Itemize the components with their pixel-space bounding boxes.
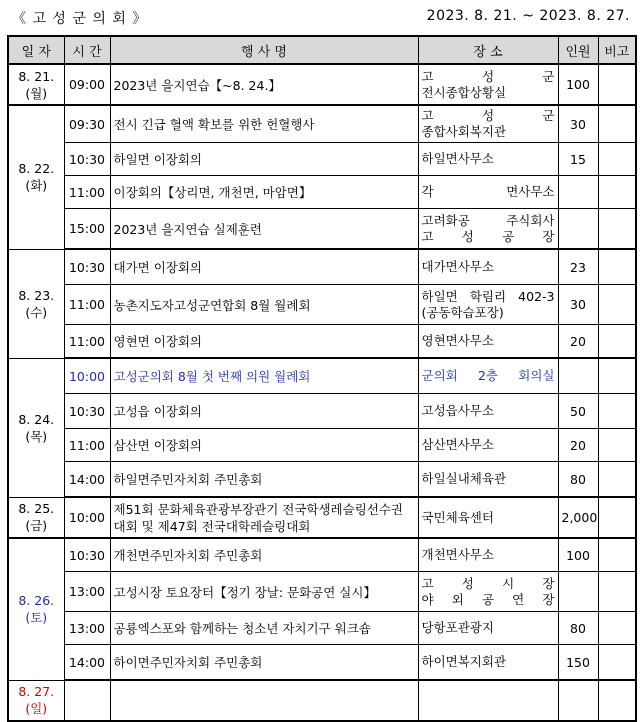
note-cell	[598, 285, 636, 325]
note-cell	[598, 645, 636, 681]
place-cell	[418, 105, 558, 143]
day-cell	[8, 680, 64, 721]
place-line: 삼산면사무소	[421, 437, 494, 452]
day-weekday: (월)	[25, 85, 48, 101]
day-cell	[8, 538, 64, 680]
count-cell: 100	[558, 64, 598, 105]
day-weekday: (목)	[25, 428, 48, 444]
place-cell	[418, 249, 558, 285]
note-cell	[598, 249, 636, 285]
time-cell: 09:00	[64, 64, 110, 105]
note-cell	[598, 572, 636, 612]
event-cell: 하이면주민자치회 주민총회	[110, 645, 418, 681]
time-cell: 11:00	[64, 325, 110, 359]
count-cell: 50	[558, 394, 598, 429]
place-line: 하일실내체육관	[421, 471, 507, 486]
note-cell	[598, 429, 636, 462]
event-cell: 농촌지도자고성군연합회 8월 월례회	[110, 285, 418, 325]
place-cell	[418, 64, 558, 105]
day-cell	[8, 249, 64, 358]
event-cell: 개천면주민자치회 주민총회	[110, 538, 418, 572]
time-cell: 10:00	[64, 497, 110, 538]
place-line: 영현면사무소	[421, 333, 494, 348]
place-cell	[418, 429, 558, 462]
note-cell	[598, 358, 636, 394]
event-cell: 이장회의【상리면, 개천면, 마암면】	[110, 176, 418, 209]
count-cell: 30	[558, 105, 598, 143]
note-cell	[598, 325, 636, 359]
day-date: 8. 24.	[18, 411, 55, 427]
place-line: 고성읍사무소	[421, 403, 494, 418]
count-cell: 80	[558, 462, 598, 498]
note-cell	[598, 105, 636, 143]
place-line: 하이면복지회관	[421, 654, 507, 669]
place-cell	[418, 285, 558, 325]
table-row	[8, 249, 636, 285]
day-weekday: (토)	[25, 610, 48, 626]
count-cell	[558, 176, 598, 209]
table-row	[8, 645, 636, 681]
time-cell: 11:00	[64, 429, 110, 462]
schedule-body	[8, 64, 636, 721]
col-header-count: 인원	[558, 36, 598, 64]
note-cell	[598, 176, 636, 209]
note-cell	[598, 680, 636, 721]
day-date: 8. 26.	[18, 593, 55, 609]
day-cell	[8, 64, 64, 105]
note-cell	[598, 64, 636, 105]
table-row	[8, 572, 636, 612]
weekly-schedule-table	[7, 35, 637, 722]
place-line: 전시종합상황실	[421, 84, 507, 100]
event-cell: 고성읍 이장회의	[110, 394, 418, 429]
table-row	[8, 394, 636, 429]
day-weekday: (금)	[25, 518, 48, 534]
event-cell	[110, 680, 418, 721]
week-date-range: 2023. 8. 21. ~ 2023. 8. 27.	[426, 8, 630, 24]
place-line: 야 외 공 연 장	[421, 591, 555, 607]
count-cell: 100	[558, 538, 598, 572]
count-cell: 150	[558, 645, 598, 681]
day-date: 8. 21.	[18, 68, 55, 84]
count-cell: 30	[558, 285, 598, 325]
event-cell: 고성군의회 8월 첫 번째 의원 월례회	[110, 358, 418, 394]
count-cell: 2,000	[558, 497, 598, 538]
table-row	[8, 143, 636, 176]
time-cell: 11:00	[64, 285, 110, 325]
table-header-row	[8, 36, 636, 64]
table-row	[8, 429, 636, 462]
place-cell	[418, 209, 558, 250]
place-line: 고 성 군	[421, 108, 555, 123]
table-row	[8, 176, 636, 209]
note-cell	[598, 497, 636, 538]
day-cell	[8, 497, 64, 538]
place-cell	[418, 462, 558, 498]
table-row	[8, 462, 636, 498]
event-cell: 제51회 문화체육관광부장관기 전국학생레슬링선수권대회 및 제47회 전국대학레슬링대회	[110, 497, 418, 538]
place-line: 하일면사무소	[421, 151, 494, 166]
note-cell	[598, 394, 636, 429]
place-line: 고 성 공 장	[421, 228, 555, 244]
day-weekday: (수)	[25, 304, 48, 320]
count-cell: 20	[558, 325, 598, 359]
place-line: 종합사회복지관	[421, 124, 507, 139]
col-header-note: 비고	[598, 36, 636, 64]
note-cell	[598, 209, 636, 250]
event-cell: 2023년 을지연습【~8. 24.】	[110, 64, 418, 105]
day-date: 8. 23.	[18, 287, 55, 303]
time-cell: 09:30	[64, 105, 110, 143]
count-cell: 15	[558, 143, 598, 176]
place-cell	[418, 645, 558, 681]
col-header-place: 장 소	[418, 36, 558, 64]
note-cell	[598, 143, 636, 176]
place-cell	[418, 176, 558, 209]
place-line: 고려화공 주식회사	[421, 212, 555, 228]
place-cell	[418, 358, 558, 394]
time-cell: 14:00	[64, 645, 110, 681]
col-header-time: 시 간	[64, 36, 110, 64]
event-cell: 삼산면 이장회의	[110, 429, 418, 462]
day-date: 8. 25.	[18, 501, 55, 517]
table-row	[8, 209, 636, 250]
time-cell	[64, 680, 110, 721]
place-line: 국민체육센터	[421, 509, 494, 525]
place-cell	[418, 538, 558, 572]
page-header	[0, 0, 640, 34]
time-cell: 13:00	[64, 612, 110, 645]
count-cell	[558, 358, 598, 394]
day-weekday: (화)	[25, 178, 48, 194]
table-row	[8, 612, 636, 645]
table-row	[8, 358, 636, 394]
place-line: 고 성 시 장	[421, 575, 555, 591]
time-cell: 10:30	[64, 538, 110, 572]
place-line: 하일면 학림리 402-3	[421, 288, 555, 304]
note-cell	[598, 612, 636, 645]
place-line: (공동학습포장)	[421, 304, 504, 320]
day-cell	[8, 358, 64, 497]
col-header-event: 행 사 명	[110, 36, 418, 64]
event-cell: 고성시장 토요장터【정기 장날: 문화공연 실시】	[110, 572, 418, 612]
place-cell	[418, 612, 558, 645]
table-row	[8, 285, 636, 325]
table-row	[8, 325, 636, 359]
place-line: 대가면사무소	[421, 259, 494, 274]
place-line: 당항포관광지	[421, 620, 494, 635]
place-cell	[418, 143, 558, 176]
count-cell	[558, 572, 598, 612]
event-cell: 영현면 이장회의	[110, 325, 418, 359]
place-cell	[418, 325, 558, 359]
place-line: 군의회 2층 회의실	[421, 368, 555, 383]
day-weekday: (일)	[25, 701, 48, 717]
event-cell: 전시 긴급 혈액 확보를 위한 헌혈행사	[110, 105, 418, 143]
time-cell: 10:00	[64, 358, 110, 394]
table-row	[8, 680, 636, 721]
table-row	[8, 64, 636, 105]
time-cell: 10:30	[64, 249, 110, 285]
time-cell: 14:00	[64, 462, 110, 498]
time-cell: 15:00	[64, 209, 110, 250]
count-cell: 20	[558, 429, 598, 462]
place-cell	[418, 394, 558, 429]
table-row	[8, 538, 636, 572]
time-cell: 10:30	[64, 143, 110, 176]
event-cell: 2023년 을지연습 실제훈련	[110, 209, 418, 250]
event-cell: 대가면 이장회의	[110, 249, 418, 285]
time-cell: 10:30	[64, 394, 110, 429]
place-line: 고 성 군	[421, 68, 555, 84]
place-line: 각 면사무소	[421, 184, 555, 199]
day-date: 8. 27.	[18, 684, 55, 700]
place-cell	[418, 572, 558, 612]
council-title: 《 고 성 군 의 회 》	[12, 11, 148, 27]
count-cell: 23	[558, 249, 598, 285]
count-cell	[558, 209, 598, 250]
event-cell: 공룡엑스포와 함께하는 청소년 자치기구 워크숍	[110, 612, 418, 645]
time-cell: 13:00	[64, 572, 110, 612]
day-cell	[8, 105, 64, 249]
note-cell	[598, 538, 636, 572]
table-row	[8, 105, 636, 143]
day-date: 8. 22.	[18, 161, 55, 177]
table-row	[8, 497, 636, 538]
count-cell: 80	[558, 612, 598, 645]
count-cell	[558, 680, 598, 721]
place-line: 개천면사무소	[421, 547, 494, 562]
time-cell: 11:00	[64, 176, 110, 209]
place-cell	[418, 680, 558, 721]
note-cell	[598, 462, 636, 498]
event-cell: 하일면주민자치회 주민총회	[110, 462, 418, 498]
col-header-day: 일 자	[8, 36, 64, 64]
event-cell: 하일면 이장회의	[110, 143, 418, 176]
place-cell	[418, 497, 558, 538]
